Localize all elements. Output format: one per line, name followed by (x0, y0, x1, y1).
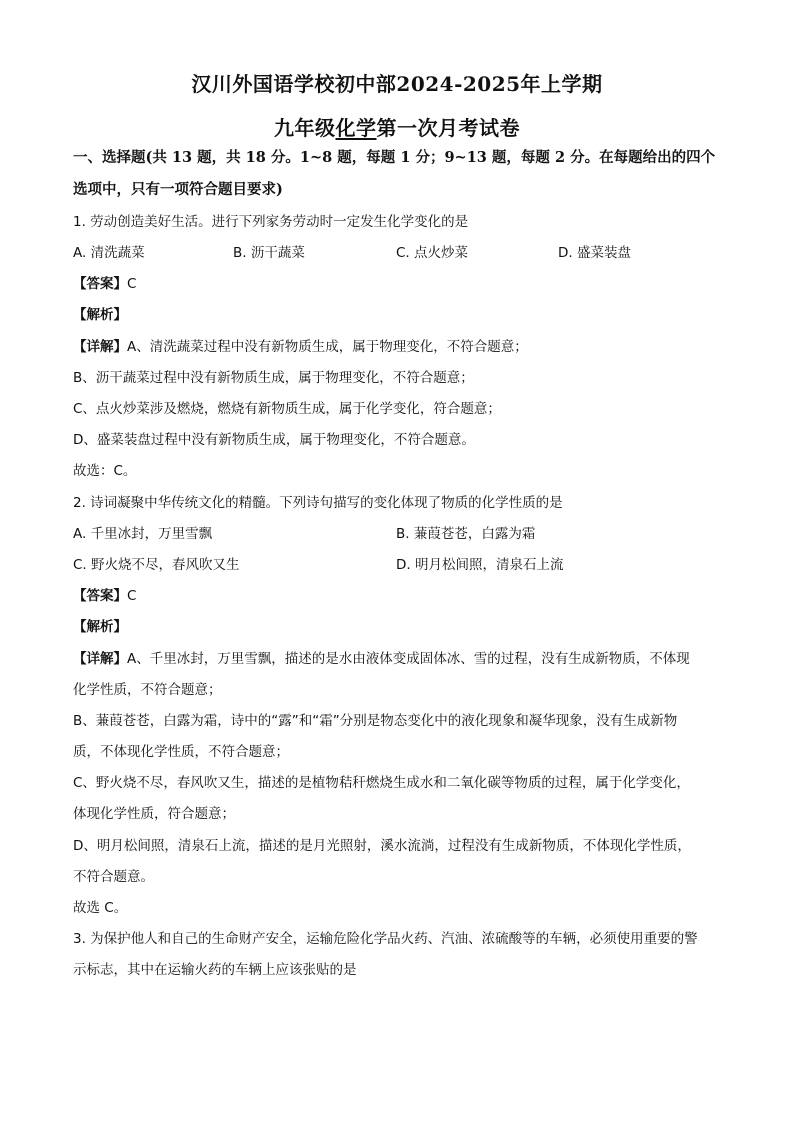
answer-tag: 【答案】 (73, 276, 127, 292)
exam-title-line1: 汉川外国语学校初中部2024-2025年上学期 (191, 72, 603, 96)
section-heading-line2: 选项中，只有一项符合题目要求) (73, 181, 283, 198)
title-grade: 九年级 (274, 116, 336, 140)
q2-option-b: B. 蒹葭苍苍，白露为霜 (396, 526, 536, 542)
q2-analysis-tag: 【解析】 (73, 619, 127, 635)
answer-value: C (127, 588, 137, 604)
detail-tag: 【详解】 (73, 339, 127, 355)
q1-detail-d: D、盛菜装盘过程中没有新物质生成，属于物理变化，不符合题意。 (73, 432, 475, 448)
q2-detail-a2: 化学性质，不符合题意； (73, 682, 222, 698)
q1-answer (73, 274, 733, 294)
q1-conclusion: 故选：C。 (73, 463, 137, 479)
q2-option-a: A. 千里冰封，万里雪飘 (73, 526, 213, 542)
detail-text: A、千里冰封，万里雪飘，描述的是水由液体变成固体冰、雪的过程，没有生成新物质，不体现 (127, 651, 690, 667)
detail-tag: 【详解】 (73, 651, 127, 667)
title-subject: 化学 (335, 116, 377, 140)
q1-analysis-tag: 【解析】 (73, 307, 127, 323)
q2-detail-b2: 质，不体现化学性质，不符合题意； (73, 744, 289, 760)
q1-stem: 1. 劳动创造美好生活。进行下列家务劳动时一定发生化学变化的是 (73, 214, 469, 230)
answer-value: C (127, 276, 137, 292)
q2-detail-a1 (73, 649, 733, 669)
q2-detail-d1: D、明月松间照，清泉石上流，描述的是月光照射，溪水流淌，过程没有生成新物质，不体现化学性质， (73, 838, 691, 854)
q2-detail-c2: 体现化学性质，符合题意； (73, 806, 235, 822)
q1-option-c: C. 点火炒菜 (396, 245, 469, 261)
q2-detail-c1: C、野火烧不尽，春风吹又生，描述的是植物秸秆燃烧生成水和二氧化碳等物质的过程，属于化学变化， (73, 775, 690, 791)
exam-title-line2 (0, 112, 794, 141)
q1-detail-c: C、点火炒菜涉及燃烧，燃烧有新物质生成，属于化学变化，符合题意； (73, 401, 501, 417)
q1-detail-a (73, 337, 733, 357)
q3-stem-line1: 3. 为保护他人和自己的生命财产安全，运输危险化学品火药、汽油、浓硫酸等的车辆，必须使用重要的警 (73, 931, 698, 947)
q1-option-b: B. 沥干蔬菜 (233, 245, 305, 261)
detail-text: A、清洗蔬菜过程中没有新物质生成，属于物理变化，不符合题意； (127, 339, 528, 355)
q2-conclusion: 故选 C。 (73, 900, 128, 916)
q1-detail-b: B、沥干蔬菜过程中没有新物质生成，属于物理变化，不符合题意； (73, 370, 474, 386)
q2-answer (73, 586, 733, 606)
q2-detail-b1: B、蒹葭苍苍，白露为霜，诗中的“露”和“霜”分别是物态变化中的液化现象和凝华现象，没有生成新物 (73, 713, 678, 729)
section-heading-line1: 一、选择题(共 13 题，共 18 分。1~8 题，每题 1 分；9~13 题，每题 2 分。在每题给出的四个 (73, 149, 716, 166)
q2-detail-d2: 不符合题意。 (73, 869, 154, 885)
q1-option-a: A. 清洗蔬菜 (73, 245, 145, 261)
q1-option-d: D. 盛菜装盘 (558, 245, 631, 261)
q2-option-c: C. 野火烧不尽，春风吹又生 (73, 557, 240, 573)
q3-stem-line2: 示标志，其中在运输火药的车辆上应该张贴的是 (73, 962, 357, 978)
q2-option-d: D. 明月松间照，清泉石上流 (396, 557, 564, 573)
title-exam-name: 第一次月考试卷 (376, 116, 520, 140)
q2-stem: 2. 诗词凝聚中华传统文化的精髓。下列诗句描写的变化体现了物质的化学性质的是 (73, 495, 563, 511)
answer-tag: 【答案】 (73, 588, 127, 604)
